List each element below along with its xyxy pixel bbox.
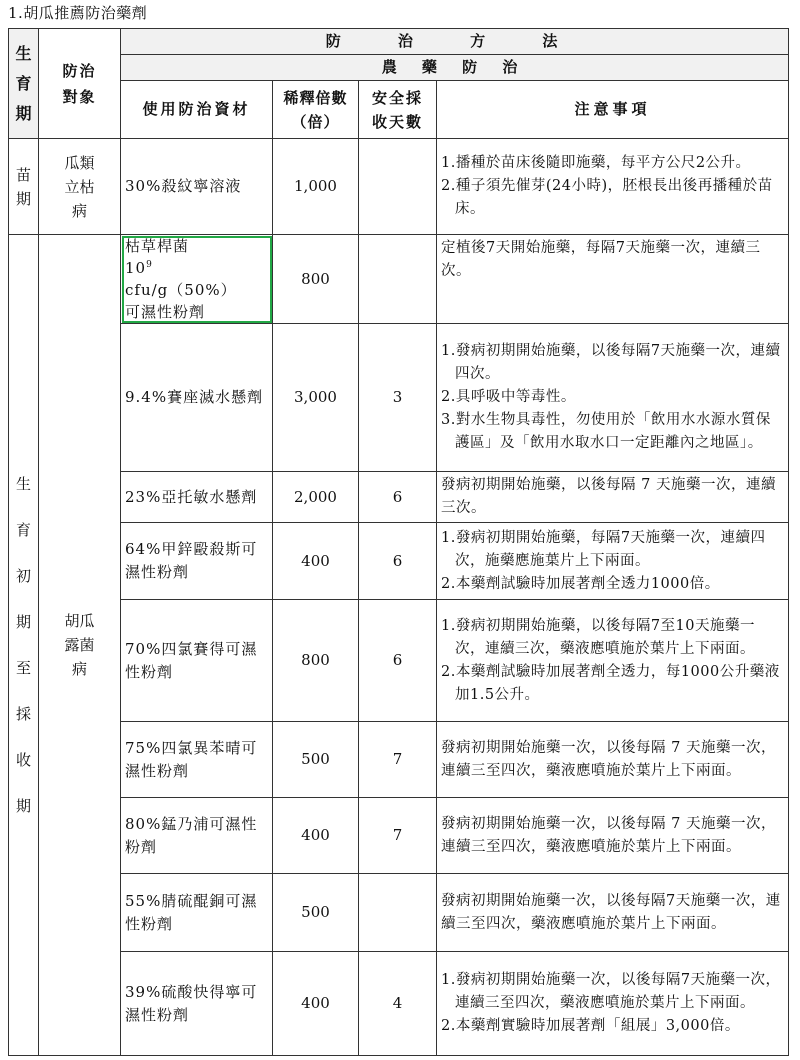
header-material: 使用防治資材 xyxy=(121,81,273,139)
material-cell: 75%四氯異苯晴可濕性粉劑 xyxy=(121,722,273,798)
note-item: 1.播種於苗床後隨即施藥，每平方公尺2公升。 xyxy=(441,155,751,171)
note-item: 2.本藥劑試驗時加展著劑全透力，每1000公升藥液加1.5公升。 xyxy=(441,663,780,703)
safety-header-label: 安全採 收天數 xyxy=(371,88,423,131)
material-base: 10 xyxy=(125,259,147,277)
note-item: 3.對水生物具毒性，勿使用於「飲用水水源水質保護區」及「飲用水取水口一定距離內之地區」。 xyxy=(441,412,771,451)
notes-cell xyxy=(437,523,789,600)
safety-cell xyxy=(359,235,437,324)
dilution-cell: 400 xyxy=(273,952,359,1056)
note-item: 發病初期開始施藥一次，以後每隔7天施藥一次，連續三至四次，藥液應噴施於葉片上下兩面。 xyxy=(441,892,781,932)
material-cell: 23%亞托敏水懸劑 xyxy=(121,472,273,523)
dilution-cell: 400 xyxy=(273,798,359,874)
header-stage xyxy=(9,29,39,139)
notes-cell xyxy=(437,139,789,235)
target-downy xyxy=(39,235,121,1056)
safety-cell: 4 xyxy=(359,952,437,1056)
stage-growth xyxy=(9,235,39,1056)
stage-header-label: 生 育 期 xyxy=(15,43,32,123)
notes-cell xyxy=(437,600,789,722)
material-line: 可濕性粉劑 xyxy=(125,303,206,321)
material-cell: 70%四氯賽得可濕性粉劑 xyxy=(121,600,273,722)
stage-seedling xyxy=(9,139,39,235)
header-dilution xyxy=(273,81,359,139)
safety-cell: 7 xyxy=(359,798,437,874)
material-line: 枯草桿菌 xyxy=(125,237,190,255)
stage-seedling-label: 苗 期 xyxy=(15,165,31,208)
note-item: 2.本藥劑試驗時加展著劑全透力1000倍。 xyxy=(441,575,720,592)
safety-cell: 6 xyxy=(359,600,437,722)
note-item: 定植後7天開始施藥，每隔7天施藥一次，連續三次。 xyxy=(441,240,761,279)
material-cell: 9.4%賽座滅水懸劑 xyxy=(121,324,273,472)
note-item: 發病初期開始施藥一次，以後每隔 7 天施藥一次，連續三至四次，藥液應噴施於葉片上下兩面。 xyxy=(441,739,776,779)
notes-cell xyxy=(437,952,789,1056)
material-cell: 64%甲鋅毆殺斯可濕性粉劑 xyxy=(121,523,273,600)
note-item: 1.發病初期開始施藥，以後每隔7至10天施藥一次，連續三次，藥液應噴施於葉片上下兩面。 xyxy=(441,617,756,657)
material-cell: 55%腈硫醌銅可濕性粉劑 xyxy=(121,874,273,952)
note-item: 發病初期開始施藥一次，以後每隔 7 天施藥一次，連續三至四次，藥液應噴施於葉片上下兩面。 xyxy=(441,815,776,855)
safety-cell xyxy=(359,139,437,235)
material-cell-highlighted xyxy=(121,235,273,324)
safety-cell: 3 xyxy=(359,324,437,472)
note-item: 1.發病初期開始施藥，以後每隔7天施藥一次，連續四次。 xyxy=(441,343,781,382)
dilution-cell: 800 xyxy=(273,600,359,722)
note-item: 2.具呼吸中等毒性。 xyxy=(441,389,576,405)
stage-growth-label: 生 育 初 期 至 採 收 期 xyxy=(15,475,31,815)
material-unit: cfu/g（50%） xyxy=(125,281,237,299)
pesticide-table xyxy=(8,28,789,1056)
safety-cell: 7 xyxy=(359,722,437,798)
dilution-cell: 1,000 xyxy=(273,139,359,235)
safety-cell: 6 xyxy=(359,472,437,523)
target-downy-label: 胡瓜 露菌 病 xyxy=(64,612,95,678)
dilution-cell: 400 xyxy=(273,523,359,600)
target-header-label: 防治 對象 xyxy=(62,61,97,106)
material-line xyxy=(125,257,268,301)
target-damping xyxy=(39,139,121,235)
dilution-cell: 2,000 xyxy=(273,472,359,523)
material-cell: 39%硫酸快得寧可濕性粉劑 xyxy=(121,952,273,1056)
notes-cell xyxy=(437,235,789,324)
safety-cell xyxy=(359,874,437,952)
material-cell: 80%錳乃浦可濕性粉劑 xyxy=(121,798,273,874)
note-item: 2.本藥劑實驗時加展著劑「組展」3,000倍。 xyxy=(441,1018,740,1034)
material-exponent: 9 xyxy=(146,260,153,270)
table-caption: 1.胡瓜推薦防治藥劑 xyxy=(8,4,148,22)
header-target xyxy=(39,29,121,139)
dilution-cell: 800 xyxy=(273,235,359,324)
safety-cell: 6 xyxy=(359,523,437,600)
target-damping-label: 瓜類 立枯 病 xyxy=(64,153,95,220)
dilution-cell: 500 xyxy=(273,722,359,798)
notes-cell xyxy=(437,472,789,523)
header-pesticide: 農 藥 防 治 xyxy=(121,55,789,81)
header-safety xyxy=(359,81,437,139)
dilution-cell: 500 xyxy=(273,874,359,952)
header-notes: 注意事項 xyxy=(437,81,789,139)
note-item: 發病初期開始施藥，以後每隔 7 天施藥一次，連續三次。 xyxy=(441,477,776,516)
dilution-header-label: 稀釋倍數 （倍） xyxy=(283,88,348,131)
note-item: 1.發病初期開始施藥，每隔7天施藥一次，連續四次，施藥應施葉片上下兩面。 xyxy=(441,529,766,569)
notes-cell xyxy=(437,874,789,952)
dilution-cell: 3,000 xyxy=(273,324,359,472)
note-item: 2.種子須先催芽(24小時)，胚根長出後再播種於苗床。 xyxy=(441,178,773,217)
notes-cell xyxy=(437,722,789,798)
note-item: 1.發病初期開始施藥一次，以後每隔7天施藥一次，連續三至四次，藥液應噴施於葉片上下兩面。 xyxy=(441,972,781,1011)
header-method: 防 治 方 法 xyxy=(121,29,789,55)
notes-cell xyxy=(437,324,789,472)
material-cell: 30%殺紋寧溶液 xyxy=(121,139,273,235)
notes-cell xyxy=(437,798,789,874)
